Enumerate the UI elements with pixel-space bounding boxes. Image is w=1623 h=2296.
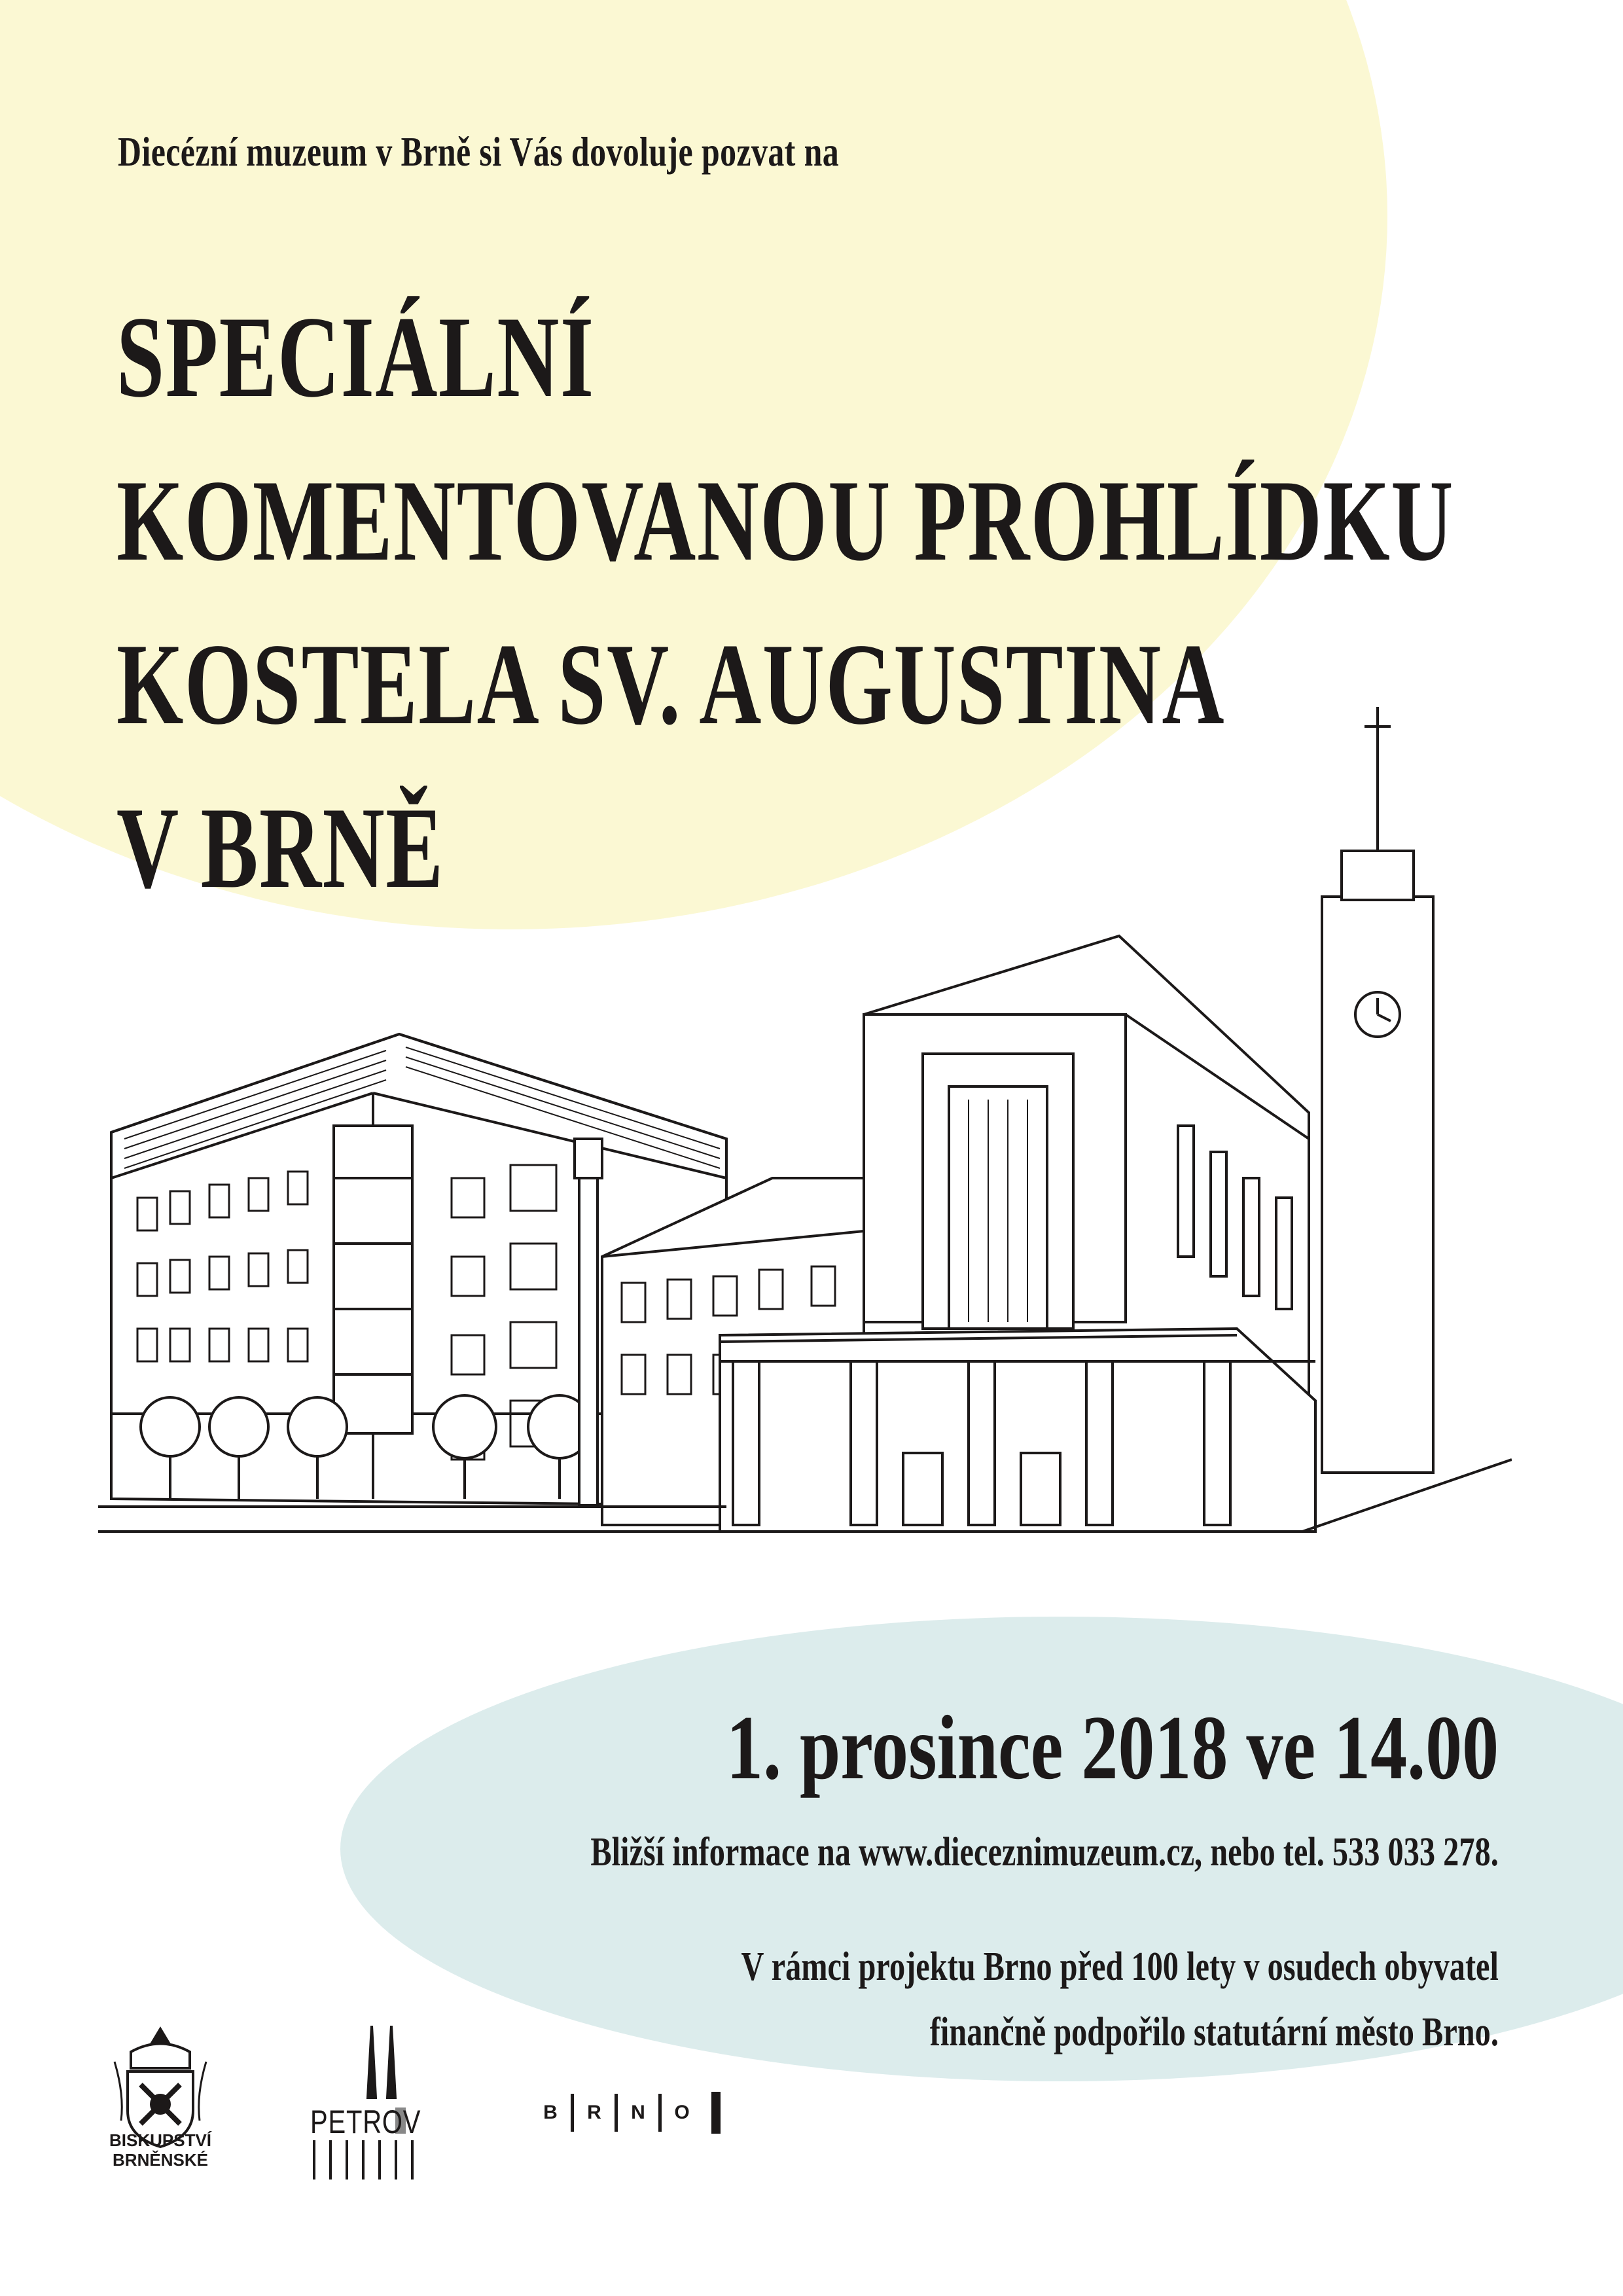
title-line-2: KOMENTOVANOU PROHLÍDKU bbox=[116, 456, 1454, 585]
invitation-text: Diecézní muzeum v Brně si Vás dovoluje pozvat na bbox=[118, 128, 840, 175]
brno-letter-n: N bbox=[631, 2102, 645, 2123]
brno-letter-r: R bbox=[587, 2102, 601, 2123]
brno-end-bar bbox=[711, 2092, 721, 2134]
title-line-4: V BRNĚ bbox=[116, 783, 444, 912]
project-line-1: V rámci projektu Brno před 100 lety v osudech obyvatel bbox=[741, 1945, 1499, 1989]
title-line-1: SPECIÁLNÍ bbox=[116, 292, 595, 422]
statue-column bbox=[575, 1139, 602, 1505]
contact-info: Bližší informace na www.dieceznimuzeum.cz, nebo tel. 533 033 278. bbox=[590, 1830, 1499, 1874]
biskupstvi-line-1: BISKUPSTVÍ bbox=[109, 2130, 212, 2150]
project-credit bbox=[741, 1934, 1499, 2065]
church-portico bbox=[720, 1329, 1315, 1532]
petrov-wordmark: PETROV bbox=[310, 2104, 421, 2140]
brno-letter-b: B bbox=[543, 2102, 558, 2123]
project-line-2: finančně podpořilo statutární město Brno. bbox=[929, 2010, 1499, 2054]
biskupstvi-wordmark bbox=[98, 2130, 223, 2170]
event-date: 1. prosince 2018 ve 14.00 bbox=[726, 1697, 1499, 1799]
bell-tower bbox=[1322, 707, 1433, 1473]
church-illustration bbox=[98, 681, 1512, 1610]
brno-city-logo bbox=[530, 2093, 721, 2132]
brno-letter-o: O bbox=[674, 2102, 690, 2123]
title-line-3: KOSTELA SV. AUGUSTINA bbox=[116, 619, 1226, 749]
biskupstvi-line-2: BRNĚNSKÉ bbox=[113, 2150, 208, 2170]
